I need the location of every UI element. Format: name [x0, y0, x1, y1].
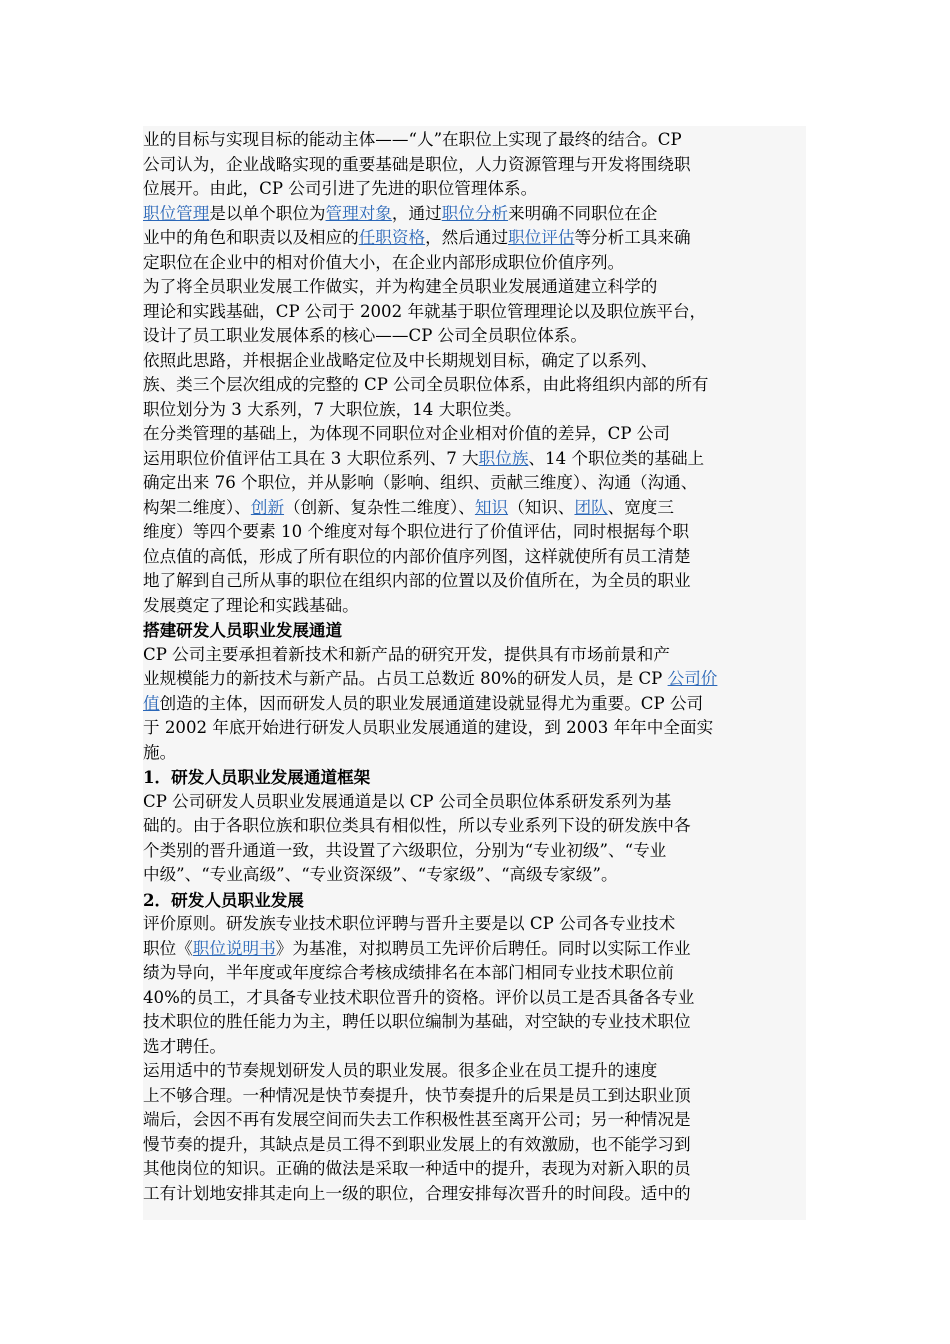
text-line: [143, 1084, 691, 1109]
text-line: [143, 226, 691, 251]
hyperlink[interactable]: 管理对象: [325, 203, 392, 223]
text-run: 理论和实践基础，CP 公司于 2002 年就基于职位管理理论以及职位族平台，: [143, 301, 707, 321]
text-line: [143, 545, 691, 570]
text-run: 业规模能力的新技术与新产品。占员工总数近 80%的研发人员，是 CP: [143, 669, 668, 688]
text-run: 》为基准，对拟聘员工先评价后聘任。同时以实际工作业: [275, 938, 691, 958]
text-line: [143, 1133, 691, 1158]
text-line: [143, 1157, 691, 1182]
text-run: 在分类管理的基础上，为体现不同职位对企业相对价值的差异，CP 公司: [143, 424, 670, 443]
text-line: [143, 1182, 691, 1207]
text-run: 公司认为，企业战略实现的重要基础是职位，人力资源管理与开发将围绕职: [143, 154, 691, 174]
text-line: [143, 1010, 691, 1035]
text-run: 来明确不同职位在企: [508, 203, 658, 223]
text-run: 个类别的晋升通道一致，共设置了六级职位，分别为“专业初级”、“专业: [143, 840, 667, 860]
text-run: 40%的员工，才具备专业技术职位晋升的资格。评价以员工是否具备各专业: [143, 987, 695, 1007]
text-run: 端后，会因不再有发展空间而失去工作积极性甚至离开公司；另一种情况是: [143, 1110, 691, 1129]
text-line: [143, 153, 691, 178]
text-run: 其他岗位的知识。正确的做法是采取一种适中的提升，表现为对新入职的员: [143, 1159, 691, 1178]
text-line: [143, 520, 689, 545]
text-run: 础的。由于各职位族和职位类具有相似性，所以专业系列下设的研发族中各: [143, 816, 691, 835]
text-line: [143, 667, 717, 692]
text-run: 职位《: [143, 938, 193, 958]
section-heading: 1．研发人员职业发展通道框架: [143, 767, 371, 787]
text-line: [143, 447, 704, 472]
text-run: 于 2002 年底开始进行研发人员职业发展通道的建设，到 2003 年年中全面实: [143, 718, 714, 737]
text-run: 慢节奏的提升，其缺点是员工得不到职业发展上的有效激励，也不能学习到: [143, 1134, 691, 1154]
text-run: 选才聘任。: [143, 1036, 226, 1056]
text-line: [143, 790, 671, 815]
text-run: 位点值的高低，形成了所有职位的内部价值序列图，这样就使所有员工清楚: [143, 546, 691, 566]
text-run: 族、类三个层次组成的完整的 CP 公司全员职位体系，由此将组织内部的所有: [143, 375, 709, 394]
section-heading: 2．研发人员职业发展: [143, 889, 304, 910]
text-line: [143, 594, 359, 619]
text-line: [143, 839, 666, 864]
text-line: [143, 937, 691, 962]
text-run: 中级”、“专业高级”、“专业资深级”、“专家级”、“高级专家级”。: [143, 865, 618, 884]
text-line: [143, 741, 176, 766]
text-line: [143, 912, 675, 937]
text-line: [143, 422, 670, 447]
hyperlink[interactable]: 职位评估: [508, 228, 575, 247]
text-line: [143, 863, 618, 888]
text-run: 是以单个职位为: [209, 203, 326, 223]
hyperlink[interactable]: 职位说明书: [192, 938, 276, 958]
text-run: 绩为导向，半年度或年度综合考核成绩排名在本部门相同专业技术职位前: [143, 963, 674, 982]
text-line: [143, 961, 674, 986]
text-run: 等分析工具来确: [574, 228, 691, 247]
text-line: [143, 300, 706, 325]
text-line: [143, 569, 691, 594]
text-run: 确定出来 76 个职位，并从影响（影响、组织、贡献三维度）、沟通（沟通、: [143, 473, 698, 492]
text-run: 、14 个职位类的基础上: [528, 448, 705, 468]
hyperlink[interactable]: 创新: [250, 497, 285, 517]
text-run: 构架二维度）、: [143, 497, 251, 517]
text-run: 运用职位价值评估工具在 3 大职位系列、7 大: [143, 448, 479, 468]
text-run: 地了解到自己所从事的职位在组织内部的位置以及价值所在，为全员的职业: [143, 571, 691, 590]
text-line: [143, 618, 342, 643]
text-line: [143, 349, 657, 374]
text-run: ，通过: [391, 203, 442, 223]
text-run: CP 公司研发人员职业发展通道是以 CP 公司全员职位体系研发系列为基: [143, 791, 672, 811]
text-run: 职位划分为 3 大系列，7 大职位族，14 大职位类。: [143, 399, 522, 419]
text-run: 业中的角色和职责以及相应的: [143, 228, 359, 247]
text-line: [143, 373, 708, 398]
text-line: [143, 888, 304, 913]
text-line: [143, 275, 657, 300]
hyperlink[interactable]: 团队: [574, 497, 608, 517]
text-line: [143, 496, 674, 521]
hyperlink[interactable]: 任职资格: [358, 228, 426, 247]
text-run: 维度）等四个要素 10 个维度对每个职位进行了价值评估，同时根据每个职: [143, 522, 690, 541]
hyperlink[interactable]: 知识: [474, 497, 509, 517]
text-run: （创新、复杂性二维度）、: [284, 497, 475, 517]
text-run: 创造的主体，因而研发人员的职业发展通道建设就显得尤为重要。CP 公司: [159, 693, 704, 713]
text-line: [143, 398, 522, 423]
text-line: [143, 177, 537, 202]
text-run: 发展奠定了理论和实践基础。: [143, 595, 359, 615]
text-line: [143, 251, 624, 276]
hyperlink[interactable]: 值: [143, 693, 160, 713]
text-run: 技术职位的胜任能力为主，聘任以职位编制为基础，对空缺的专业技术职位: [143, 1012, 691, 1031]
text-line: [143, 1035, 226, 1060]
text-line: [143, 1059, 657, 1084]
hyperlink[interactable]: 职位族: [478, 448, 529, 468]
text-line: [143, 643, 670, 668]
hyperlink[interactable]: 职位管理: [143, 203, 210, 223]
text-line: [143, 1108, 691, 1133]
text-line: [143, 716, 713, 741]
text-run: 位展开。由此，CP 公司引进了先进的职位管理体系。: [143, 179, 538, 198]
text-line: [143, 471, 697, 496]
text-run: 、宽度三: [607, 497, 674, 517]
text-run: 工有计划地安排其走向上一级的职位，合理安排每次晋升的时间段。适中的: [143, 1183, 691, 1203]
text-line: [143, 692, 703, 717]
text-line: [143, 765, 370, 790]
text-line: [143, 202, 657, 227]
text-line: [143, 324, 587, 349]
hyperlink[interactable]: 职位分析: [441, 203, 509, 223]
text-run: 为了将全员职业发展工作做实，并为构建全员职业发展通道建立科学的: [143, 277, 658, 296]
document-page: [143, 126, 806, 1220]
text-run: 设计了员工职业发展体系的核心——CP 公司全员职位体系。: [143, 326, 587, 345]
text-run: ，然后通过: [425, 228, 509, 247]
text-run: CP 公司主要承担着新技术和新产品的研究开发，提供具有市场前景和产: [143, 644, 670, 664]
text-run: 施。: [143, 742, 177, 762]
hyperlink[interactable]: 公司价: [667, 669, 718, 688]
text-run: 评价原则。研发族专业技术职位评聘与晋升主要是以 CP 公司各专业技术: [143, 914, 676, 933]
text-run: （知识、: [508, 497, 575, 517]
text-run: 业的目标与实现目标的能动主体——“人”在职位上实现了最终的结合。CP: [143, 130, 682, 149]
section-heading: 搭建研发人员职业发展通道: [143, 620, 343, 640]
text-line: [143, 986, 694, 1011]
text-line: [143, 128, 682, 153]
text-run: 上不够合理。一种情况是快节奏提升，快节奏提升的后果是员工到达职业顶: [143, 1085, 691, 1105]
text-run: 定职位在企业中的相对价值大小，在企业内部形成职位价值序列。: [143, 252, 625, 272]
text-run: 运用适中的节奏规划研发人员的职业发展。很多企业在员工提升的速度: [143, 1061, 658, 1080]
text-line: [143, 814, 691, 839]
text-run: 依照此思路，并根据企业战略定位及中长期规划目标，确定了以系列、: [143, 350, 658, 370]
